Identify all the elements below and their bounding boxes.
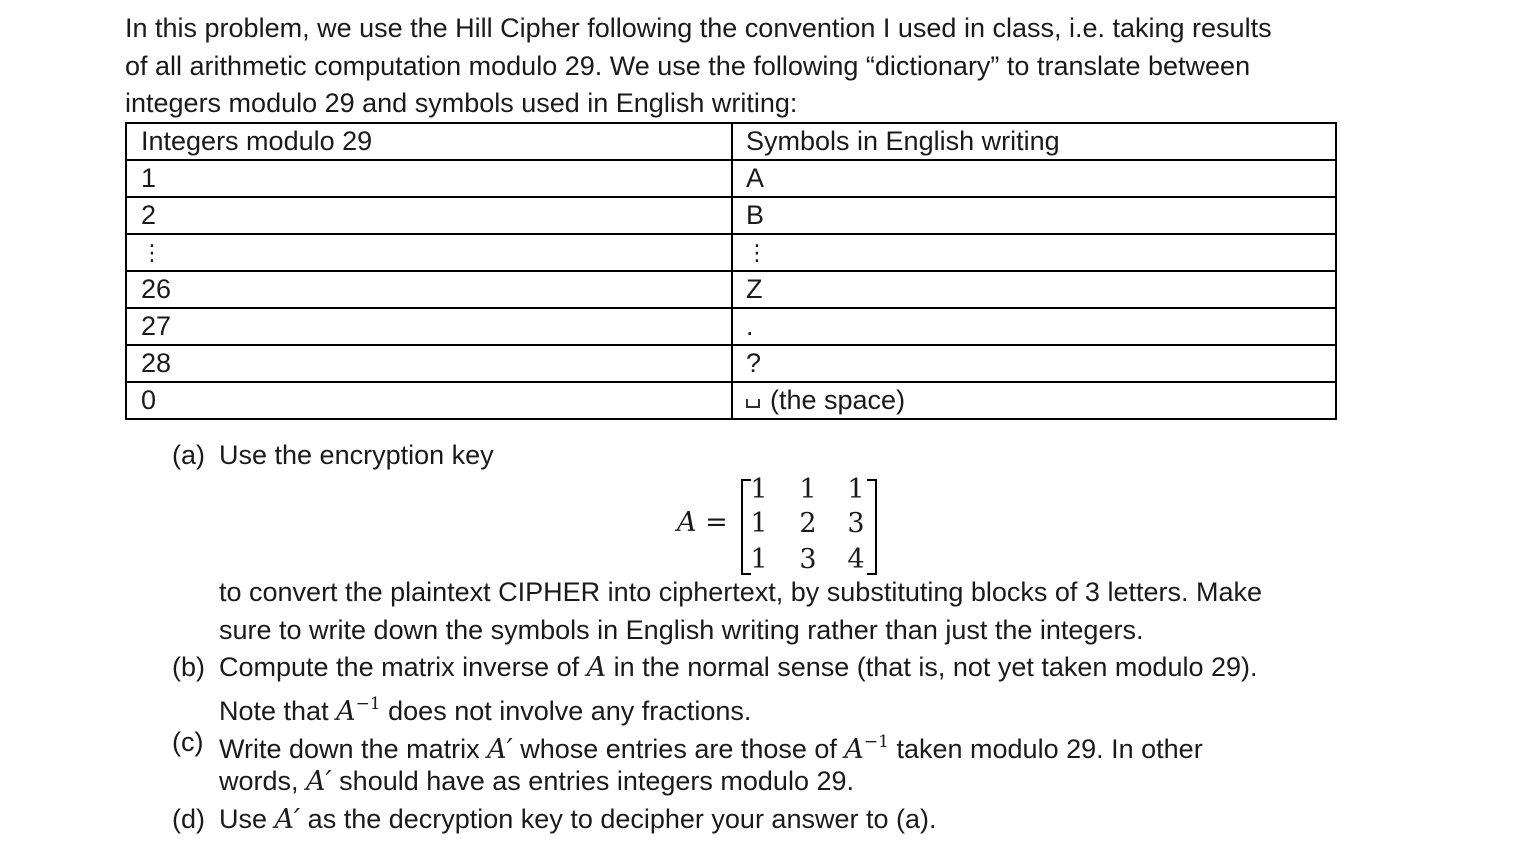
- cell-integer: 1: [126, 160, 732, 197]
- vertical-ellipsis: ⋮: [746, 240, 768, 265]
- table-row: [126, 234, 1336, 271]
- cell-symbol: A: [732, 160, 1336, 197]
- cell-symbol: [732, 234, 1336, 271]
- text: taken modulo 29. In other: [888, 734, 1203, 764]
- part-d-line: [219, 801, 937, 839]
- header-integers: Integers modulo 29: [126, 123, 732, 160]
- text: whose entries are those of: [512, 734, 845, 764]
- part-a-line3: sure to write down the symbols in English writing rather than just the integers.: [219, 615, 1144, 645]
- cell-integer: 2: [126, 197, 732, 234]
- text: Compute the matrix inverse of: [219, 652, 587, 682]
- math-var: A′: [306, 766, 332, 797]
- math-var: A′: [274, 804, 301, 835]
- matrix-cell: 3: [799, 544, 817, 575]
- part-a-label: (a): [172, 440, 205, 470]
- text: Use: [219, 804, 275, 834]
- cell-integer: 27: [126, 308, 732, 345]
- matrix-cell: 1: [847, 474, 865, 505]
- space-symbol-icon: [746, 399, 760, 408]
- matrix-cell: 3: [847, 508, 865, 539]
- math-var: A: [586, 652, 607, 683]
- matrix-cell: 2: [799, 508, 817, 539]
- matrix-cell: 1: [750, 508, 768, 539]
- table-row: [126, 308, 1336, 345]
- math-var: A: [336, 696, 356, 727]
- vertical-ellipsis: ⋮: [141, 240, 163, 265]
- intro-line: In this problem, we use the Hill Cipher following the convention I used in class, i.e. taking results: [125, 13, 1272, 43]
- table-row: [126, 382, 1336, 419]
- cell-symbol: Z: [732, 271, 1336, 308]
- cell-integer: 28: [126, 345, 732, 382]
- part-b-label: (b): [172, 652, 205, 682]
- cell-symbol: ?: [732, 345, 1336, 382]
- space-description: (the space): [770, 385, 906, 415]
- text: as the decryption key to decipher your answer to (a).: [300, 804, 937, 834]
- matrix-cell: 1: [750, 544, 768, 575]
- intro-paragraph: [125, 10, 1365, 123]
- intro-line: integers modulo 29 and symbols used in English writing:: [125, 88, 798, 118]
- cell-integer: 26: [126, 271, 732, 308]
- part-a-line1: Use the encryption key: [219, 440, 494, 470]
- part-c-label: (c): [172, 727, 204, 757]
- matrix-cell: 1: [799, 474, 817, 505]
- table-row: [126, 197, 1336, 234]
- text: does not involve any fractions.: [380, 696, 752, 726]
- text: Note that: [219, 696, 337, 726]
- header-symbols: Symbols in English writing: [732, 123, 1336, 160]
- part-a-line2: to convert the plaintext CIPHER into ciphertext, by substituting blocks of 3 letters. Make: [219, 577, 1262, 607]
- cell-symbol: B: [732, 197, 1336, 234]
- math-var: A: [844, 734, 864, 765]
- text: in the normal sense (that is, not yet taken modulo 29).: [606, 652, 1258, 682]
- matrix-cell: 4: [847, 544, 865, 575]
- equals-sign: =: [705, 507, 728, 538]
- part-d-label: (d): [172, 804, 205, 834]
- table-row: [126, 160, 1336, 197]
- superscript: −1: [355, 694, 381, 714]
- matrix-name: A: [677, 507, 697, 538]
- math-var: A′: [487, 734, 513, 765]
- dictionary-table: [125, 122, 1337, 420]
- table-header-row: [126, 123, 1336, 160]
- part-b-line1: [219, 649, 1258, 687]
- cell-integer: [126, 234, 732, 271]
- table-row: [126, 345, 1336, 382]
- cell-symbol: .: [732, 308, 1336, 345]
- text: should have as entries integers modulo 29.: [331, 766, 854, 796]
- text: Write down the matrix: [219, 734, 488, 764]
- matrix-cell: 1: [750, 474, 768, 505]
- part-c-line1: [219, 724, 1203, 769]
- cell-symbol: [732, 382, 1336, 419]
- cell-integer: 0: [126, 382, 732, 419]
- part-c-line2: [219, 763, 854, 801]
- text: words,: [219, 766, 307, 796]
- matrix-lhs: [677, 507, 728, 538]
- table-row: [126, 271, 1336, 308]
- clipped-heading-decoration: [260, 0, 440, 4]
- superscript: −1: [863, 732, 889, 752]
- intro-line: of all arithmetic computation modulo 29. We use the following “dictionary” to translate between: [125, 50, 1251, 81]
